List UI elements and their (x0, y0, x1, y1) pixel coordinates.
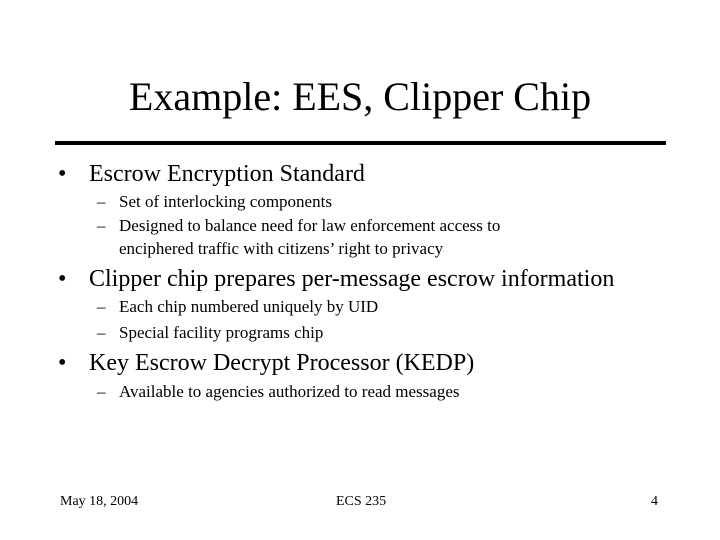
sub-bullet-marker: – (97, 192, 106, 211)
bullet-item (58, 265, 614, 293)
sub-bullet-continuation: enciphered traffic with citizens’ right to privacy (119, 239, 444, 258)
bullet-text: Key Escrow Decrypt Processor (KEDP) (89, 350, 475, 376)
sub-bullet-item (97, 321, 323, 345)
bullet-marker: • (58, 161, 67, 187)
sub-bullet-item (97, 295, 378, 319)
footer-page-number: 4 (651, 494, 658, 509)
footer-date: May 18, 2004 (60, 494, 139, 509)
title-divider (55, 141, 666, 145)
bullet-item (58, 349, 474, 377)
slide-title: Example: EES, Clipper Chip (128, 74, 592, 119)
sub-bullet-text: Designed to balance need for law enforcement access to (119, 216, 501, 235)
sub-bullet-text: Each chip numbered uniquely by UID (119, 297, 379, 316)
sub-bullet-item (97, 380, 460, 404)
bullet-marker: • (58, 266, 67, 292)
footer-course: ECS 235 (336, 494, 387, 509)
sub-bullet-text: Set of interlocking components (119, 192, 332, 211)
bullet-item (58, 160, 365, 188)
sub-bullet-marker: – (97, 297, 106, 316)
bullet-text: Clipper chip prepares per-message escrow information (89, 266, 615, 292)
sub-bullet-marker: – (97, 323, 106, 342)
sub-bullet-item (97, 190, 332, 214)
sub-bullet-text: Special facility programs chip (119, 323, 324, 342)
bullet-text: Escrow Encryption Standard (89, 161, 365, 187)
sub-bullet-marker: – (97, 216, 106, 235)
sub-bullet-item (97, 214, 500, 238)
sub-bullet-text: Available to agencies authorized to read messages (119, 382, 460, 401)
sub-bullet-marker: – (97, 382, 106, 401)
bullet-marker: • (58, 350, 67, 376)
